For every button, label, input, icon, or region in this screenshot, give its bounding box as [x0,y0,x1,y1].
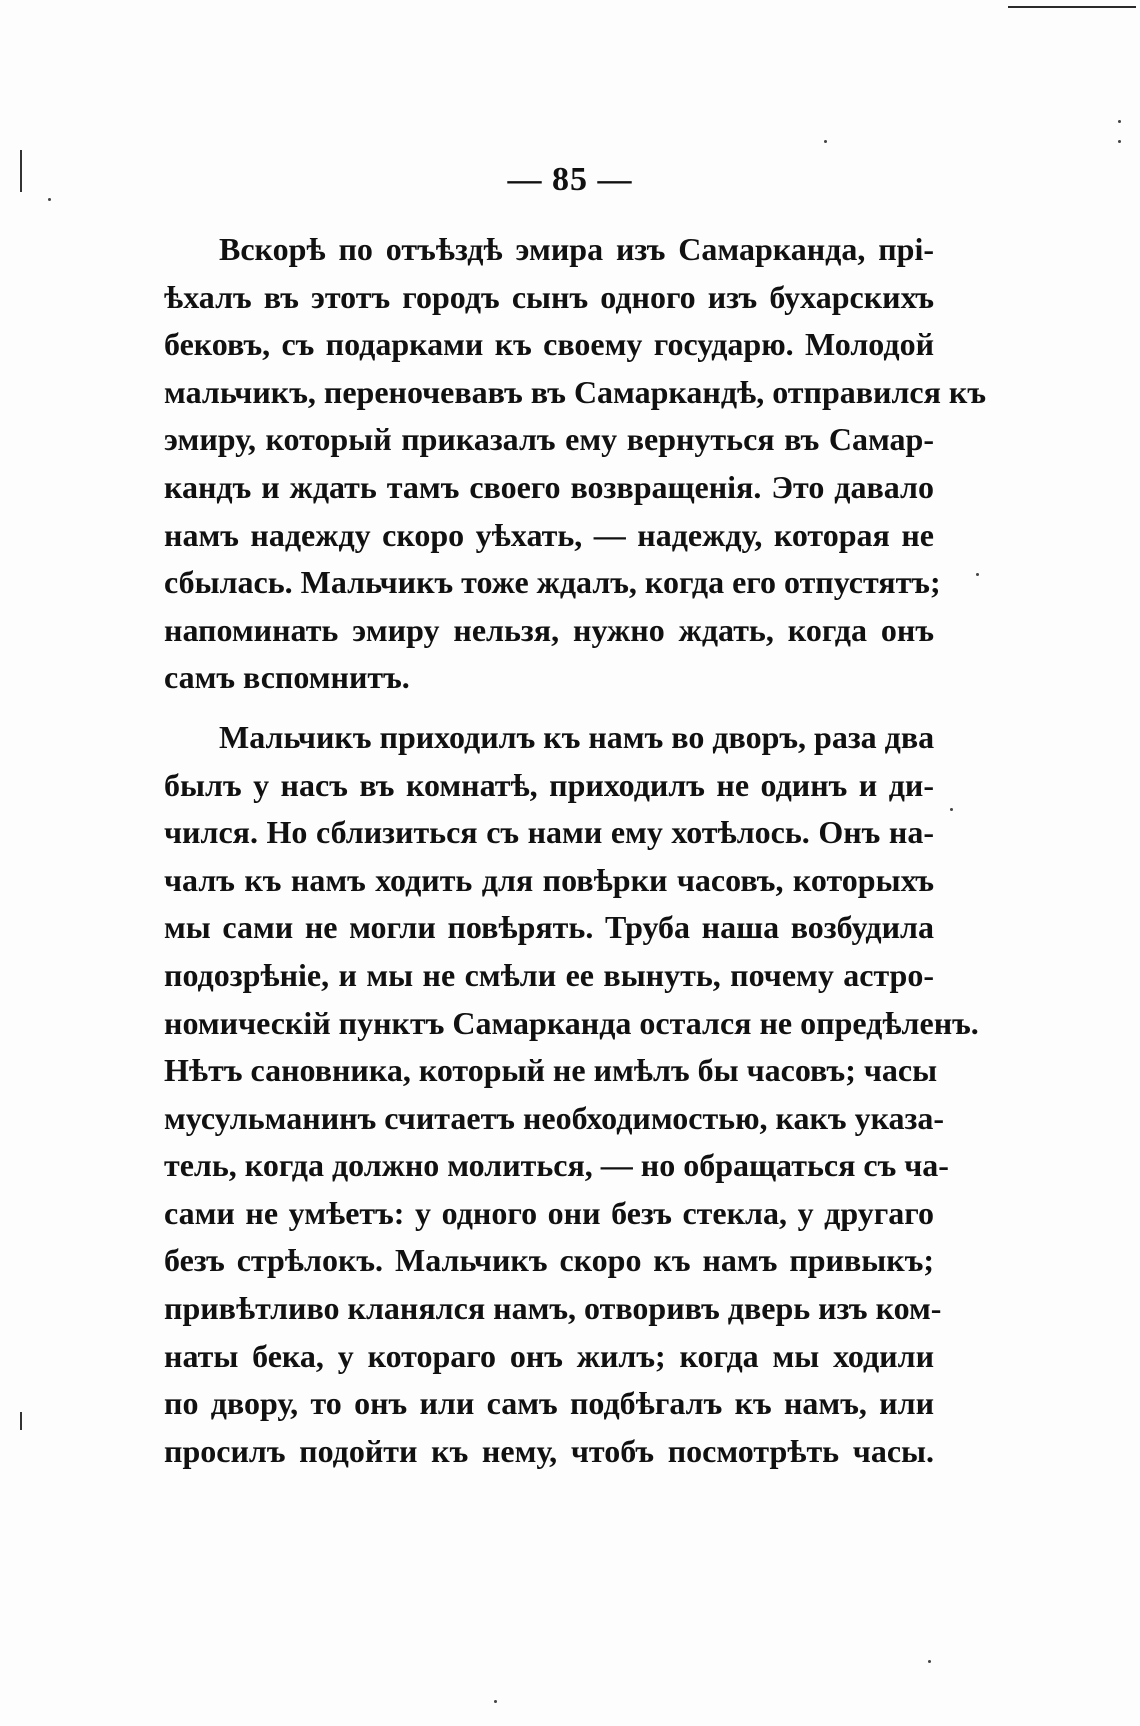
text-line: сбылась. Мальчикъ тоже ждалъ, когда его отпустятъ; [164,564,941,601]
scan-speck [950,808,953,811]
text-line: сами не умѣетъ: у одного они безъ стекла, у другаго [164,1194,934,1231]
paragraph-2 [164,714,979,1476]
scan-speck [494,1700,497,1703]
text-line: Мальчикъ приходилъ къ намъ во дворъ, раза два [219,718,935,755]
gutter-mark [20,1412,22,1430]
text-line: тель, когда должно молиться, — но обращаться съ ча- [164,1147,949,1184]
text-line: Нѣтъ сановника, который не имѣлъ бы часовъ; часы [164,1052,938,1089]
text-line: чился. Но сблизиться съ нами ему хотѣлось. Онъ на- [164,814,934,851]
text-line: бековъ, съ подарками къ своему государю. Молодой [164,326,934,363]
text-line: по двору, то онъ или самъ подбѣгалъ къ намъ, или [164,1385,934,1422]
text-line: чалъ къ намъ ходить для повѣрки часовъ, которыхъ [164,861,934,898]
text-line: ѣхалъ въ этотъ городъ сынъ одного изъ бухарскихъ [164,278,934,315]
text-line: былъ у насъ въ комнатѣ, приходилъ не одинъ и ди- [164,766,934,803]
text-line: номическій пунктъ Самарканда остался не опредѣленъ. [164,1004,979,1041]
page-number: — 85 — [507,161,633,198]
text-line: эмиру, который приказалъ ему вернуться въ Самар- [164,421,934,458]
scan-speck [824,140,827,143]
text-line: подозрѣніе, и мы не смѣли ее вынуть, почему астро- [164,956,934,993]
text-line: мы сами не могли повѣрять. Труба наша возбудила [164,909,934,946]
paragraph-1 [164,226,987,702]
scan-speck [928,1660,931,1663]
scan-speck [1118,140,1121,143]
text-line: наты бека, у котораго онъ жилъ; когда мы ходили [164,1337,934,1374]
scan-speck [1118,120,1121,123]
body-text [164,226,987,1475]
text-line: безъ стрѣлокъ. Мальчикъ скоро къ намъ привыкъ; [164,1242,934,1279]
text-line: Вскорѣ по отъѣздѣ эмира изъ Самарканда, прі- [219,231,934,267]
text-line: напоминать эмиру нельзя, нужно ждать, когда онъ [164,611,934,648]
text-line: самъ вспомнитъ. [164,659,410,696]
text-line: мальчикъ, переночевавъ въ Самаркандѣ, отправился къ [164,373,987,410]
text-line: кандъ и ждать тамъ своего возвращенія. Это давало [164,468,934,505]
text-line: просилъ подойти къ нему, чтобъ посмотрѣть часы. [164,1432,934,1469]
scan-speck [976,573,979,576]
text-line: намъ надежду скоро уѣхать, — надежду, которая не [164,516,934,553]
text-line: мусульманинъ считаетъ необходимостью, какъ указа- [164,1099,945,1136]
scan-edge-rule [1008,6,1136,8]
text-line: привѣтливо кланялся намъ, отворивъ дверь изъ ком- [164,1290,942,1327]
